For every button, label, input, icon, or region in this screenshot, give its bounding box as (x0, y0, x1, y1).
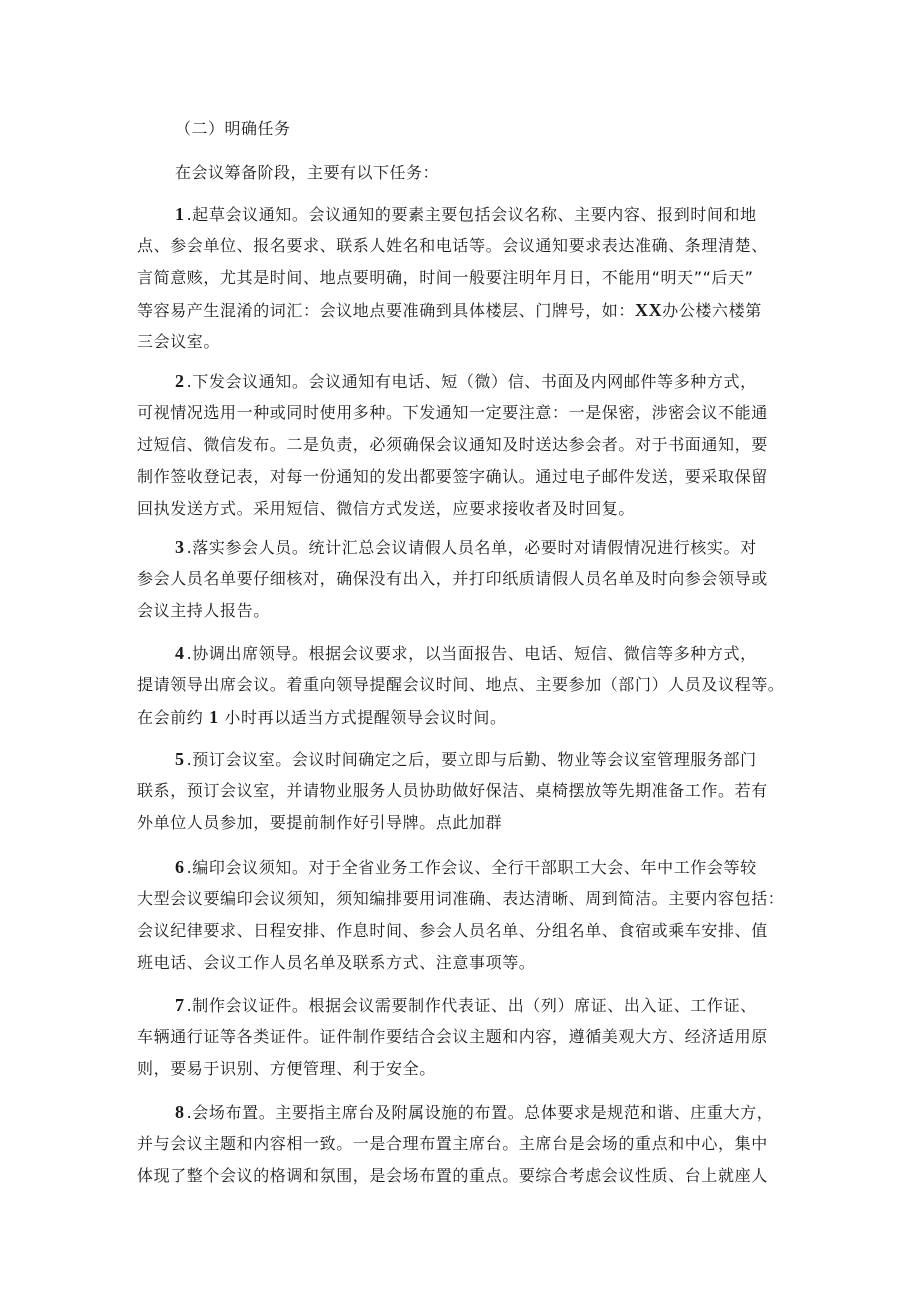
item-number: 2 (175, 371, 185, 391)
item-number: 8 (175, 1102, 185, 1122)
item-line: 则，要易于识别、方便管理、利于安全。 (137, 1059, 436, 1078)
item-line: 大型会议要编印会议须知，须知编排要用词准确、表达清晰、周到简洁。主要内容包括： (137, 889, 785, 908)
item-line: 回执发送方式。采用短信、微信方式发送，应要求接收者及时回复。 (137, 499, 636, 518)
item-number: 1 (175, 204, 185, 224)
item-line: 3 .落实参会人员。统计汇总会议请假人员名单，必要时对请假情况进行核实。对 (175, 537, 757, 557)
item-line: 并与会议主题和内容相一致。一是合理布置主席台。主席台是会场的重点和中心，集中 (137, 1134, 768, 1153)
item-line: 外单位人员参加，要提前制作好引导牌。点此加群 (137, 813, 503, 832)
item-line: 7 .制作会议证件。根据会议需要制作代表证、出（列）席证、出入证、工作证、 (175, 995, 757, 1015)
item-line: 提请领导出席会议。着重向领导提醒会议时间、地点、主要参加（部门）人员及议程等。 (137, 675, 785, 694)
task-item-8 (137, 1096, 785, 1192)
item-line: 6 .编印会议须知。对于全省业务工作会议、全行干部职工大会、年中工作会等较 (175, 857, 757, 877)
task-item-1 (137, 198, 785, 358)
item-line: 会议纪律要求、日程安排、作息时间、参会人员名单、分组名单、食宿或乘车安排、值 (137, 921, 768, 940)
task-item-2 (137, 365, 785, 525)
item-number: 3 (175, 537, 185, 557)
task-item-6 (137, 851, 785, 979)
inline-number: 1 (209, 707, 219, 727)
item-number: 4 (175, 643, 185, 663)
item-number: 7 (175, 995, 185, 1015)
task-item-5 (137, 743, 785, 839)
item-line: 2 .下发会议通知。会议通知有电话、短（微）信、书面及内网邮件等多种方式， (175, 371, 757, 391)
task-item-3 (137, 531, 785, 627)
item-number: 6 (175, 857, 185, 877)
item-line: 会议主持人报告。 (137, 601, 270, 620)
item-line: 可视情况选用一种或同时使用多种。下发通知一定要注意：一是保密，涉密会议不能通 (137, 403, 768, 422)
item-line: 8 .会场布置。主要指主席台及附属设施的布置。总体要求是规范和谐、庄重大方， (175, 1102, 774, 1122)
item-number: 5 (175, 749, 185, 769)
placeholder-xx: XX (635, 300, 663, 320)
item-line: 5 .预订会议室。会议时间确定之后，要立即与后勤、物业等会议室管理服务部门 (175, 749, 757, 769)
item-line: 参会人员名单要仔细核对，确保没有出入，并打印纸质请假人员名单及时向参会领导或 (137, 569, 768, 588)
item-line: 在会前约 1 小时再以适当方式提醒领导会议时间。 (137, 707, 507, 727)
item-line: 三会议室。 (137, 332, 221, 351)
item-line: 点、参会单位、报名要求、联系人姓名和电话等。会议通知要求表达准确、条理清楚、 (137, 236, 768, 255)
item-line: 言简意赅，尤其是时间、地点要明确，时间一般要注明年月日，不能用“明天”“后天” (137, 268, 754, 287)
task-item-4 (137, 637, 785, 733)
item-line: 车辆通行证等各类证件。证件制作要结合会议主题和内容，遵循美观大方、经济适用原 (137, 1027, 768, 1046)
item-line: 联系，预订会议室，并请物业服务人员协助做好保洁、桌椅摆放等先期准备工作。若有 (137, 781, 768, 800)
item-line: 体现了整个会议的格调和氛围，是会场布置的重点。要综合考虑会议性质、台上就座人 (137, 1166, 768, 1185)
section-heading: （二）明确任务 (175, 119, 291, 138)
item-line: 等容易产生混淆的词汇：会议地点要准确到具体楼层、门牌号，如：XX办公楼六楼第 (137, 300, 762, 320)
item-line: 班电话、会议工作人员名单及联系方式、注意事项等。 (137, 953, 536, 972)
intro-paragraph: 在会议筹备阶段，主要有以下任务： (175, 163, 440, 182)
item-line: 过短信、微信发布。二是负责，必须确保会议通知及时送达参会者。对于书面通知，要 (137, 435, 768, 454)
item-line: 4 .协调出席领导。根据会议要求，以当面报告、电话、短信、微信等多种方式， (175, 643, 757, 663)
item-line: 1 .起草会议通知。会议通知的要素主要包括会议名称、主要内容、报到时间和地 (175, 204, 757, 224)
task-item-7 (137, 989, 785, 1085)
item-line: 制作签收登记表，对每一份通知的发出都要签字确认。通过电子邮件发送，要采取保留 (137, 467, 768, 486)
